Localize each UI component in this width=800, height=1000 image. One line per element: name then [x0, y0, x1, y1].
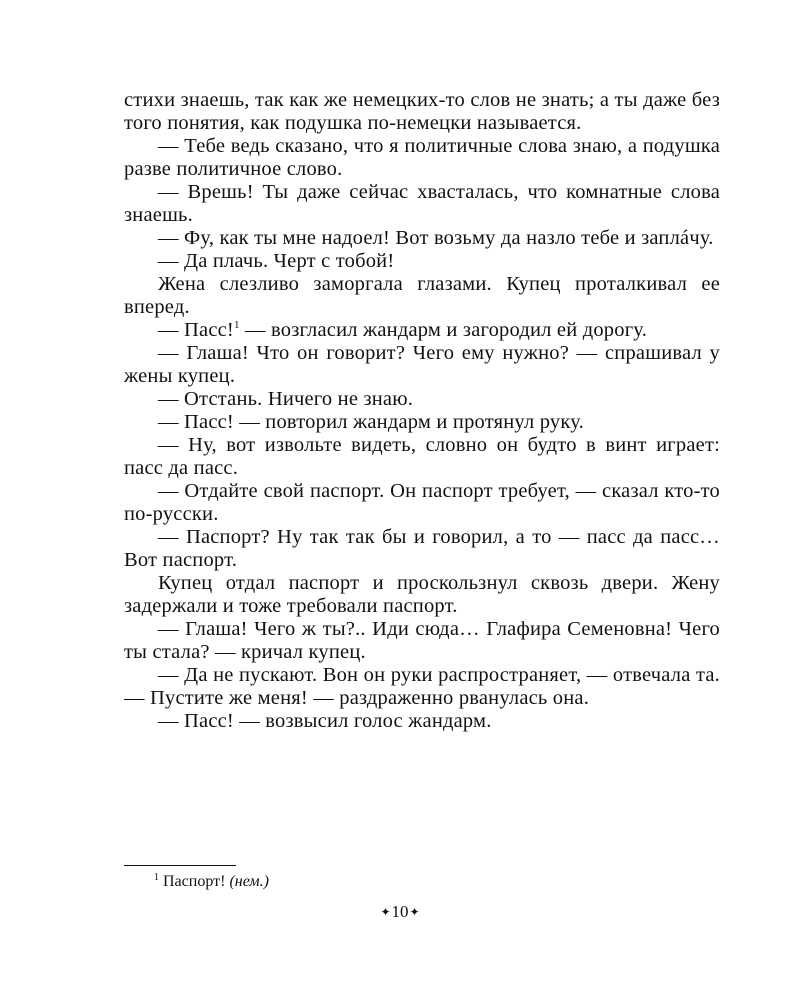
paragraph-4: — Фу, как ты мне надоел! Вот возьму да назло тебе и заплáчу. — [158, 227, 714, 249]
page-number: 10 — [391, 902, 409, 921]
paragraph-8: — Глаша! Что он говорит? Чего ему нужно? — спрашивал у жены купец. — [124, 342, 720, 387]
paragraph-12: — Отдайте свой паспорт. Он паспорт требует, — сказал кто-то по-русски. — [124, 480, 720, 525]
footnote — [154, 872, 269, 892]
paragraph-6: Жена слезливо заморгала глазами. Купец проталкивал ее вперед. — [124, 273, 720, 318]
page-number-footer — [0, 902, 800, 922]
left-ornament-icon: ✦ — [380, 905, 391, 919]
paragraph-16: — Да не пускают. Вон он руки распространяет, — отвечала та. — Пустите же меня! — раздраженно рванулась она. — [124, 664, 720, 709]
paragraph-15: — Глаша! Чего ж ты?.. Иди сюда… Глафира Семеновна! Чего ты стала? — кричал купец. — [124, 618, 720, 663]
footnote-language-note: (нем.) — [229, 873, 269, 890]
footnote-number: 1 — [154, 871, 159, 883]
paragraph-3: — Врешь! Ты даже сейчас хвасталась, что комнатные слова знаешь. — [124, 181, 720, 226]
right-ornament-icon: ✦ — [409, 905, 420, 919]
paragraph-11: — Ну, вот извольте видеть, словно он будто в винт играет: пасс да пасс. — [124, 434, 720, 479]
paragraph-7 — [124, 319, 720, 342]
footnote-reference[interactable]: 1 — [233, 319, 240, 332]
paragraph-14: Купец отдал паспорт и проскользнул сквозь двери. Жену задержали и тоже требовали паспорт. — [124, 572, 720, 617]
footnote-text: Паспорт! — [163, 873, 226, 890]
paragraph-7-text-before: — Пасс! — [158, 319, 234, 341]
paragraph-7-text-after: — возгласил жандарм и загородил ей дорогу. — [239, 319, 648, 341]
paragraph-5: — Да плачь. Черт с тобой! — [158, 250, 395, 272]
main-text — [124, 89, 720, 733]
paragraph-13: — Паспорт? Ну так так бы и говорил, а то — пасс да пасс… Вот паспорт. — [124, 526, 720, 571]
paragraph-9: — Отстань. Ничего не знаю. — [158, 388, 414, 410]
paragraph-1: стихи знаешь, так как же немецких-то слов не знать; а ты даже без того понятия, как подушка по-немецки называется. — [124, 89, 720, 134]
paragraph-17: — Пасс! — возвысил голос жандарм. — [158, 710, 492, 732]
paragraph-10: — Пасс! — повторил жандарм и протянул руку. — [158, 411, 584, 433]
paragraph-2: — Тебе ведь сказано, что я политичные слова знаю, а подушка разве политичное слово. — [124, 135, 720, 180]
footnote-divider — [124, 865, 236, 866]
